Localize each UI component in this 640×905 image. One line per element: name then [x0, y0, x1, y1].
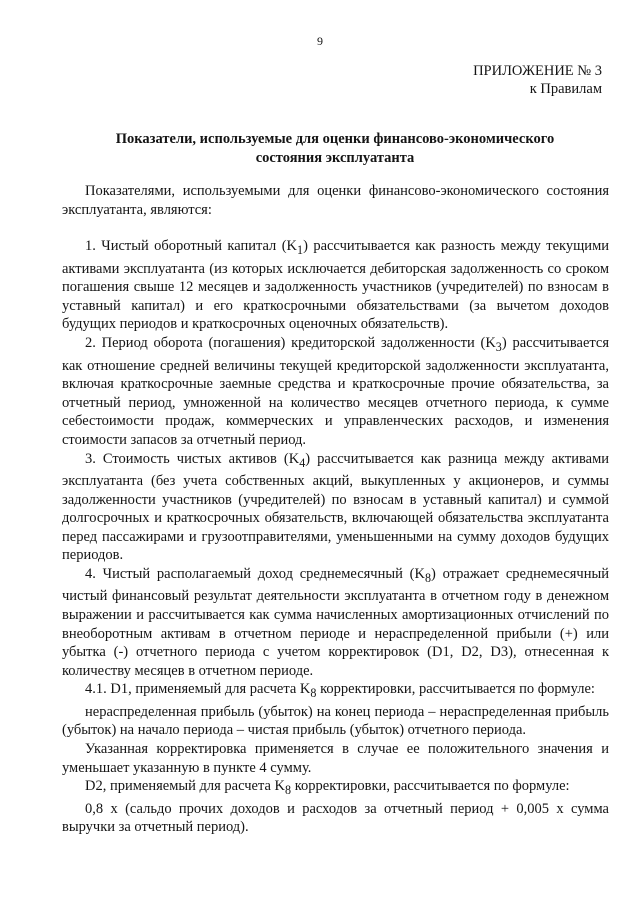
- intro-paragraph: Показателями, используемыми для оценки финансово-экономического состояния эксплуатанта, являются:: [62, 183, 609, 218]
- annex-number: ПРИЛОЖЕНИЕ № 3: [473, 63, 602, 79]
- annex-header: [473, 62, 602, 98]
- title-line-2: состояния эксплуатанта: [255, 150, 415, 166]
- paragraph-k4: 3. Стоимость чистых активов $(K_4)$ рассчитывается как разница между активами эксплуатанта (без учета собственных акций, выкупленных у акционеров, и суммы задолженности участников (учредителей) по взносам в уставный капитал) и суммой долгосрочных и краткосрочных обязательств, включающей обязательства эксплуатанта перед пассажирами и грузоотправителями, уменьшенными на сумму доходов будущих периодов.: [62, 450, 610, 564]
- paragraph-d1-note: Указанная корректировка применяется в случае ее положительного значения и уменьшает указанную в пункте 4 сумму.: [62, 741, 609, 776]
- document-body: [62, 182, 609, 837]
- paragraph-k3: 2. Период оборота (погашения) кредиторской задолженности $(K_3)$ рассчитывается как отношение средней величины текущей кредиторской задолженности эксплуатанта, включая краткосрочные заемные средства и краткосрочные прочие обязательства, за отчетный период, умноженной на количество месяцев отчетного периода, к сумме себестоимости продаж, коммерческих и управленческих расходов, и изменения стоимости запасов за отчетный период.: [62, 335, 609, 448]
- paragraph-d2-intro: D2, применяемый для расчета $K_8$ корректировки, рассчитывается по формуле:: [85, 778, 570, 798]
- paragraph-k8: 4. Чистый располагаемый доход среднемесячный $(K_8)$ отражает среднемесячный чистый финансовый результат деятельности эксплуатанта в отчетном году в денежном выражении и рассчитывается как сумма начисленных амортизационных отчислений по внеоборотным активам в отчетном периоде и нераспределенной прибыли (+) или убытка (-) отчетного периода с учетом корректировок (D1, D2, D3), отнесенная к количеству месяцев в отчетном периоде.: [62, 565, 609, 679]
- paragraph-d1-formula: нераспределенная прибыль (убыток) на конец периода – нераспределенная прибыль (убыток) на начало периода – чистая прибыль (убыток) отчетного периода.: [62, 703, 609, 739]
- page-number: 9: [317, 34, 323, 48]
- paragraph-k1: 1. Чистый оборотный капитал $(K_1)$ рассчитывается как разность между текущими активами эксплуатанта (из которых исключается дебиторская задолженность со сроком погашения свыше 12 месяцев и задолженность участников (учредителей) по взносам в уставный капитал) и его краткосрочными обязательствами (за вычетом доходов будущих периодов и краткосрочных оценочных обязательств).: [62, 238, 609, 333]
- paragraph-d2-formula: 0,8 х (сальдо прочих доходов и расходов за отчетный период + 0,005 х сумма выручки за отчетный период).: [62, 800, 609, 836]
- document-title: [60, 130, 610, 168]
- annex-reference: к Правилам: [529, 81, 602, 97]
- title-line-1: Показатели, используемые для оценки финансово-экономического: [115, 131, 555, 147]
- paragraph-d1-intro: 4.1. D1, применяемый для расчета $K_8$ корректировки, рассчитывается по формуле:: [85, 681, 595, 701]
